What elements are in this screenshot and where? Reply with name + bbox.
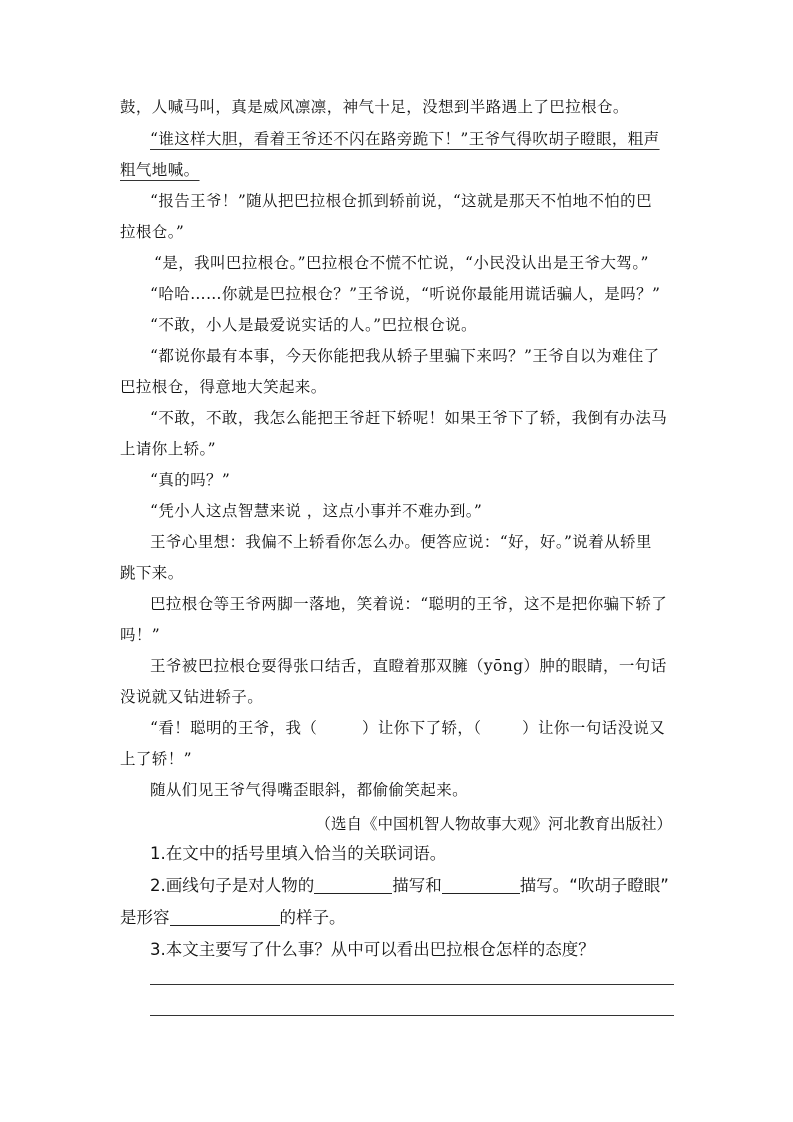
underlined-sentence-line-1: “谁这样大胆，看着王爷还不闪在路旁跪下！”王爷气得吹胡子瞪眼，粗声 bbox=[150, 130, 660, 148]
paragraph-8: “不敢，不敢，我怎么能把王爷赶下轿呢！如果王爷下了轿，我倒有办法马 上请你上轿。” bbox=[120, 409, 668, 458]
underlined-sentence-line-2: 粗气地喊。 bbox=[120, 161, 200, 179]
paragraph-1: 鼓，人喊马叫，真是威风凛凛，神气十足，没想到半路遇上了巴拉根仓。 bbox=[120, 98, 629, 116]
paragraph-4: “是，我叫巴拉根仓。”巴拉根仓不慌不忙说，“小民没认出是王爷大驾。” bbox=[154, 254, 649, 272]
paragraph-9: “真的吗？” bbox=[150, 471, 231, 489]
paragraph-10: “凭小人这点智慧来说 ，这点小事并不难办到。” bbox=[150, 502, 483, 520]
paragraph-13: 王爷被巴拉根仓耍得张口结舌，直瞪着那双臃（yōng）肿的眼睛，一句话 没说就又钻进轿子。 bbox=[120, 657, 667, 706]
paragraph-7: “都说你最有本事，今天你能把我从轿子里骗下来吗？”王爷自以为难住了 巴拉根仓，得意地大笑起来。 bbox=[120, 347, 660, 396]
question-2-line-1: 2.画线句子是对人物的 描写和 描写。“吹胡子瞪眼” bbox=[150, 876, 669, 895]
question-1: 1.在文中的括号里填入恰当的关联词语。 bbox=[150, 844, 447, 863]
paragraph-14: “看！聪明的王爷，我（ ）让你下了轿，（ ）让你一句话没说又 上了轿！” bbox=[120, 719, 666, 768]
paragraph-11: 王爷心里想：我偏不上轿看你怎么办。便答应说：“好，好。”说着从轿里 跳下来。 bbox=[120, 533, 652, 582]
answer-blank-description-1[interactable] bbox=[314, 875, 392, 894]
source-citation: （选自《中国机智人物故事大观》河北教育出版社） bbox=[315, 815, 672, 833]
paragraph-6: “不敢，小人是最爱说实话的人。”巴拉根仓说。 bbox=[150, 316, 477, 334]
paragraph-5: “哈哈……你就是巴拉根仓？”王爷说，“听说你最能用谎话骗人，是吗？” bbox=[150, 285, 661, 303]
question-2-line-2: 是形容 的样子。 bbox=[120, 908, 346, 927]
answer-blank-meaning[interactable] bbox=[170, 907, 280, 926]
answer-line-2[interactable] bbox=[150, 1015, 674, 1016]
paragraph-15: 随从们见王爷气得嘴歪眼斜，都偷偷笑起来。 bbox=[150, 781, 469, 799]
paragraph-12: 巴拉根仓等王爷两脚一落地，笑着说：“聪明的王爷，这不是把你骗下轿了 吗！” bbox=[120, 595, 668, 644]
answer-line-1[interactable] bbox=[150, 984, 674, 985]
question-3: 3.本文主要写了什么事？从中可以看出巴拉根仓怎样的态度？ bbox=[150, 940, 595, 959]
paragraph-3: “报告王爷！”随从把巴拉根仓抓到轿前说，“这就是那天不怕地不怕的巴 拉根仓。” bbox=[120, 192, 652, 241]
paragraph-underlined-sentence bbox=[120, 124, 676, 186]
answer-blank-description-2[interactable] bbox=[442, 875, 520, 894]
